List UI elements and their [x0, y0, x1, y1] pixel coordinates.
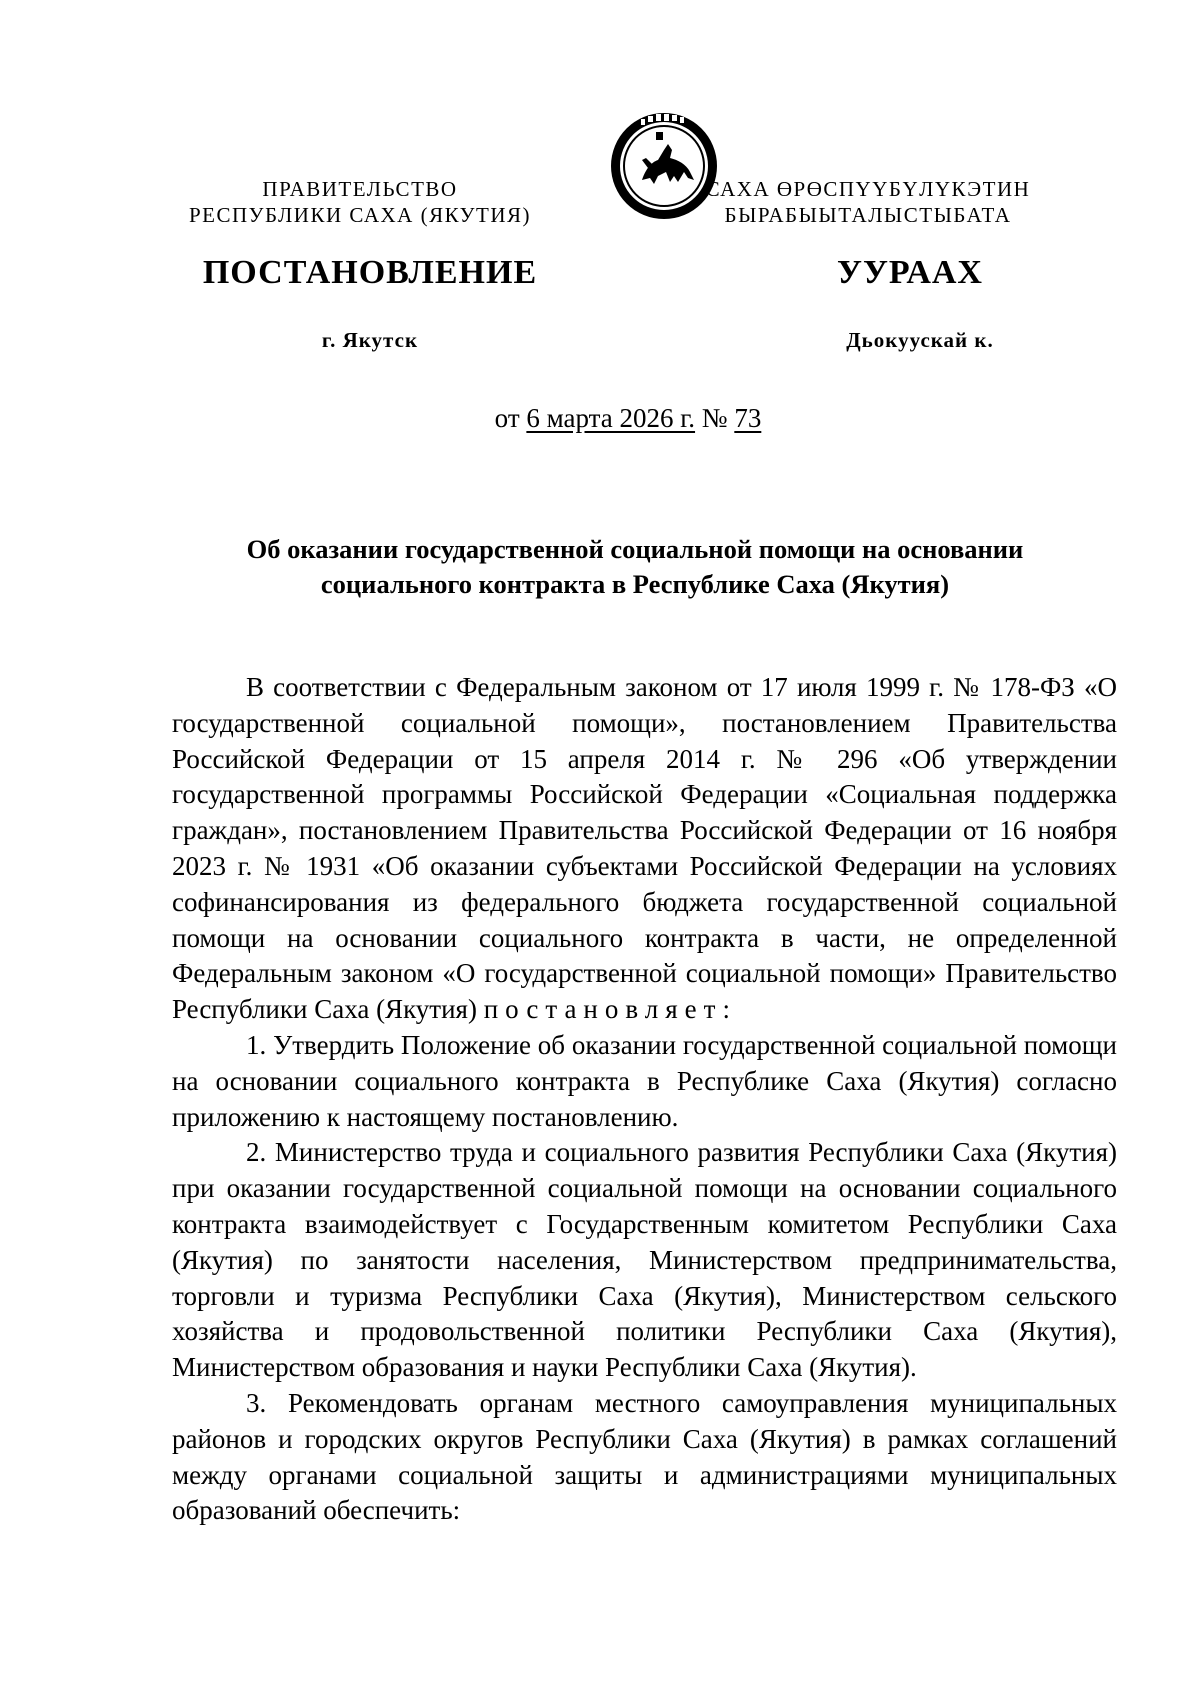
document-title [170, 532, 1100, 602]
city-ru: г. Якутск [321, 328, 419, 352]
date-line [0, 402, 1200, 434]
number-sign: № [701, 403, 728, 433]
preamble-text: В соответствии с Федеральным законом от 17 июля 1999 г. № 178-ФЗ «О государственной социальной помощи», постановлением Правительства Российской Федерации от 15 апреля 2014 г. № 296 «Об утверждении государственной программы Российской Федерации «Социальная поддержка граждан», постановлением Правительства Российской Федерации от 16 ноября 2023 г. № 1931 «Об оказании субъектами Российской Федерации на условиях софинансирования из федерального бюджета государственной социальной помощи на основании социального контракта в части, не определенной Федеральным законом «О государственной социальной помощи» Правительство Республики Саха (Якутия) [172, 672, 1117, 1025]
preamble-paragraph [172, 670, 1117, 1028]
document-number: 73 [734, 403, 762, 433]
doc-type-sah: УУРААХ [837, 254, 983, 291]
header-left-line2: РЕСПУБЛИКИ САХА (ЯКУТИЯ) [188, 203, 532, 227]
item-3: 3. Рекомендовать органам местного самоуправления муниципальных районов и городских округов Республики Саха (Якутия) в рамках соглашений между органами социальной защиты и администрациями муниципальных образований обеспечить: [172, 1387, 1117, 1526]
item-1: 1. Утвердить Положение об оказании государственной социальной помощи на основании социального контракта в Республике Саха (Якутия) согласно приложению к настоящему постановлению. [172, 1029, 1117, 1132]
title-line2: социального контракта в Республике Саха (Якутия) [320, 569, 950, 599]
document-date: 6 марта 2026 г. [526, 403, 696, 433]
date-prefix: от [494, 403, 520, 433]
decree-word: постановляет: [483, 994, 737, 1025]
header-left-line1: ПРАВИТЕЛЬСТВО [262, 177, 458, 201]
header-left-block [150, 176, 570, 228]
doc-type-ru: ПОСТАНОВЛЕНИЕ [202, 254, 538, 291]
document-body [172, 670, 1117, 1529]
header-right-line1: САХА ӨРӨСПҮҮБҮЛҮКЭТИН [705, 177, 1031, 201]
header-right-block [658, 176, 1078, 228]
item-2: 2. Министерство труда и социального развития Республики Саха (Якутия) при оказании государственной социальной помощи на основании социального контракта взаимодействует с Государственным комитетом Республики Саха (Якутия) по занятости населения, Министерством предпринимательства, торговли и туризма Республики Саха (Якутия), Министерством сельского хозяйства и продовольственной политики Республики Саха (Якутия), Министерством образования и науки Республики Саха (Якутия). [172, 1137, 1117, 1383]
title-line1: Об оказании государственной социальной помощи на основании [246, 534, 1024, 564]
header-right-line2: БЫРАБЫЫТАЛЫСТЫБАТА [724, 203, 1012, 227]
city-sah: Дьокуускай к. [846, 328, 994, 352]
